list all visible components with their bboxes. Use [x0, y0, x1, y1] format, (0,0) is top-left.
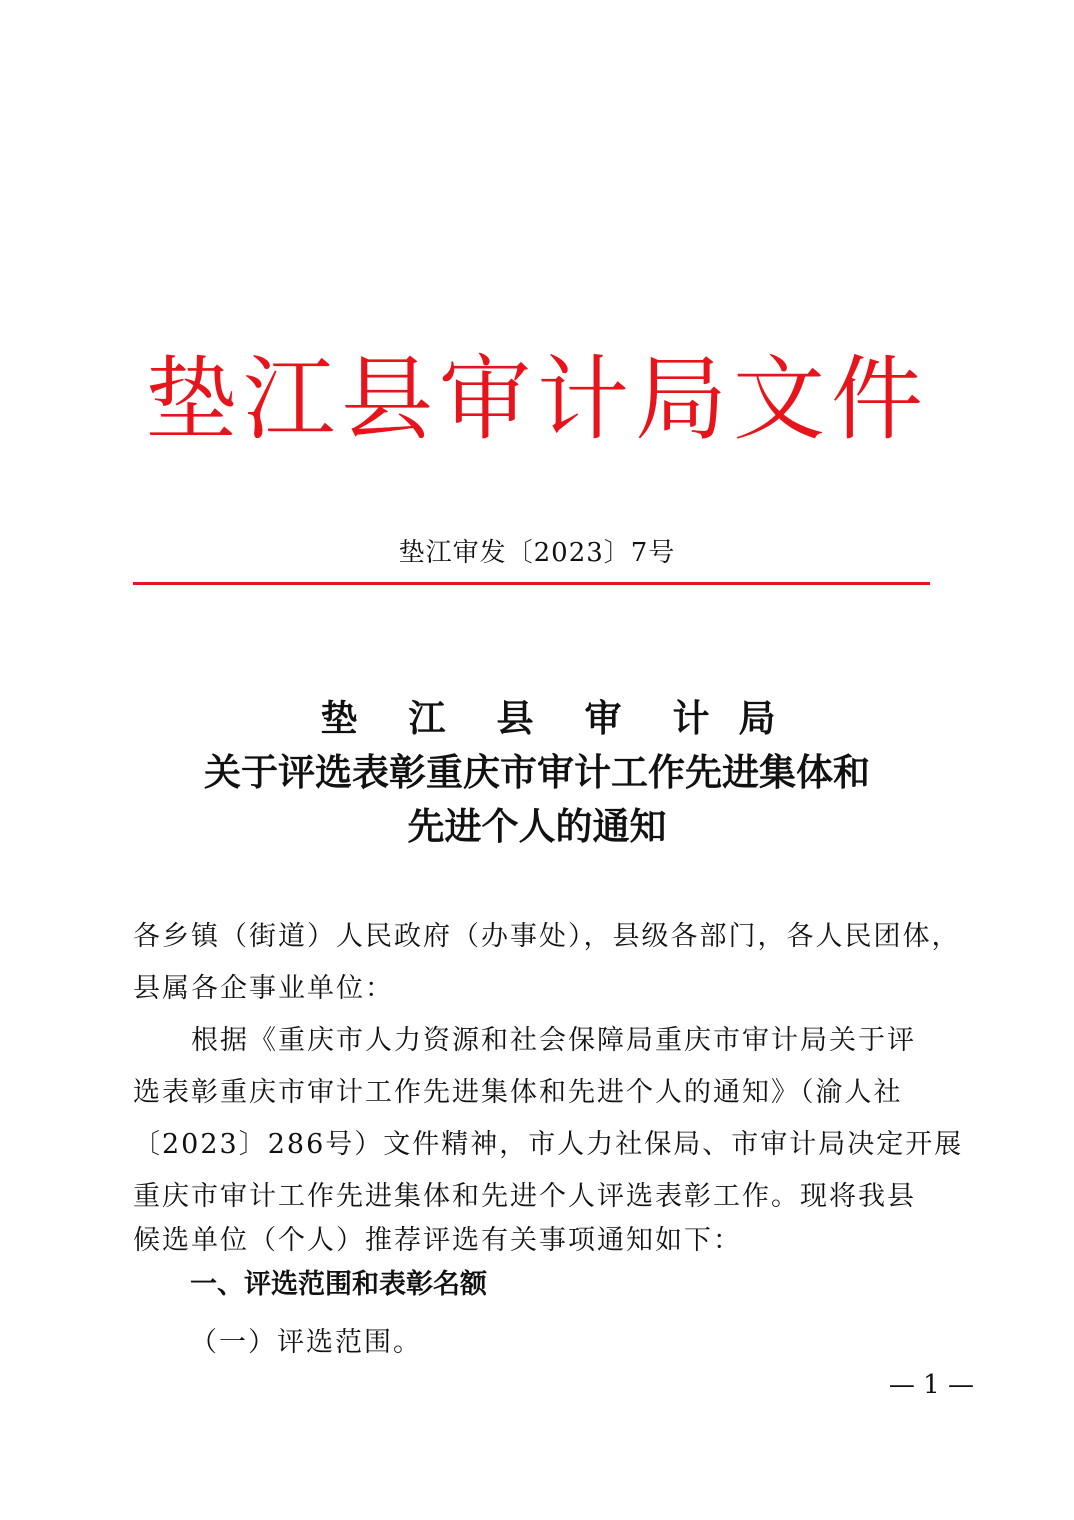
- page-number: — 1 —: [888, 1370, 974, 1400]
- sub-section-heading: （一）评选范围。: [190, 1327, 422, 1358]
- section-heading: 一、评选范围和表彰名额: [190, 1269, 487, 1300]
- body-line: 选表彰重庆市审计工作先进集体和先进个人的通知》（渝人社: [133, 1077, 903, 1108]
- title-issuer-char: 计: [672, 696, 710, 740]
- body-line: 根据《重庆市人力资源和社会保障局重庆市审计局关于评: [133, 1025, 916, 1056]
- title-issuer-char: 垫: [320, 696, 358, 740]
- title-issuer-char: 审: [584, 696, 622, 740]
- title-issuer-char: 县: [496, 696, 534, 740]
- document-number: 垫江审发〔2023〕7号: [398, 538, 676, 568]
- body-line: 县属各企事业单位：: [133, 973, 394, 1004]
- body-line: 〔2023〕286号）文件精神，市人力社保局、市审计局决定开展: [133, 1129, 964, 1160]
- title-line-2: 关于评选表彰重庆市审计工作先进集体和: [204, 750, 870, 794]
- body-line: 候选单位（个人）推荐评选有关事项通知如下：: [133, 1225, 742, 1256]
- body-line: 各乡镇（街道）人民政府（办事处），县级各部门，各人民团体，: [133, 921, 961, 952]
- title-issuer-char: 局: [738, 696, 776, 740]
- red-divider-line: [133, 582, 930, 585]
- title-line-3: 先进个人的通知: [407, 804, 667, 848]
- title-issuer-char: 江: [408, 696, 446, 740]
- body-line: 重庆市审计工作先进集体和先进个人评选表彰工作。现将我县: [133, 1181, 916, 1212]
- title-issuer-line: [0, 693, 1074, 743]
- document-masthead: 垫江县审计局文件: [144, 346, 929, 453]
